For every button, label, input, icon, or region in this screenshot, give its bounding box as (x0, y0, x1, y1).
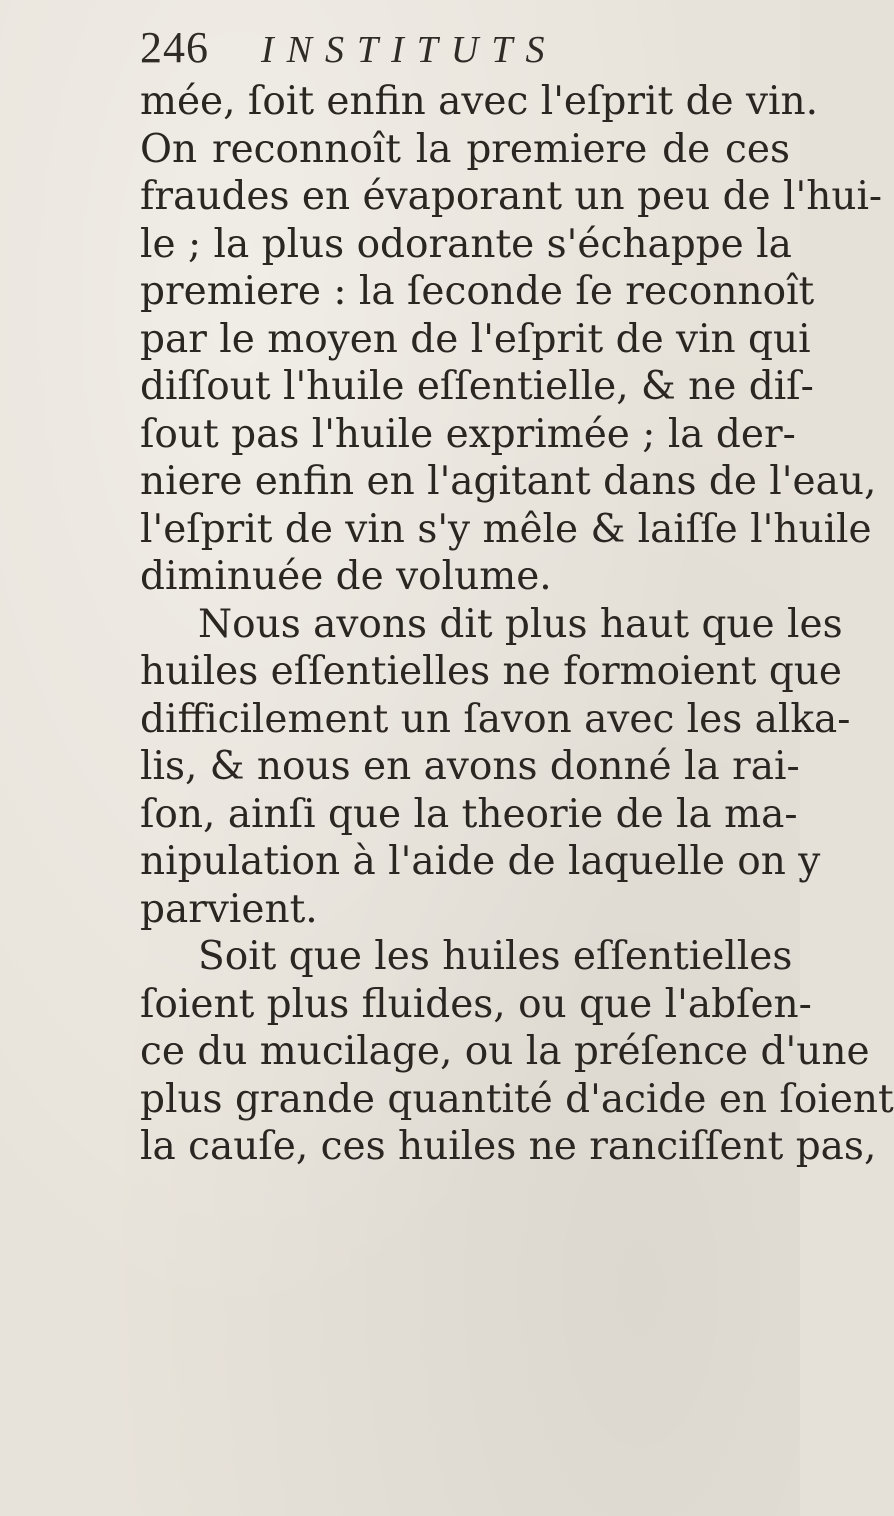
text-line: huiles eſſentielles ne formoient que (140, 649, 842, 694)
text-line: difficilement un ſavon avec les alka- (140, 696, 851, 742)
text-line: mée, ſoit enfin avec l'eſprit de vin. (140, 79, 819, 124)
page-number: 246 (140, 23, 209, 72)
page-header (140, 22, 558, 82)
text-line: fraudes en évaporant un peu de l'hui- (140, 174, 883, 219)
text-line: parvient. (140, 886, 318, 932)
text-line: ſon, ainſi que la theorie de la ma- (140, 791, 798, 837)
text-line: premiere : la ſeconde ſe reconnoît (140, 269, 815, 314)
running-head: INSTITUTS (261, 29, 558, 71)
text-line: le ; la plus odorante s'échappe la (140, 221, 792, 267)
text-line: ce du mucilage, ou la préſence d'une (140, 1029, 870, 1074)
text-line: nipulation à l'aide de laquelle on y (140, 839, 821, 884)
body-text (140, 78, 894, 1171)
text-line: par le moyen de l'eſprit de vin qui (140, 316, 811, 362)
text-line: niere enfin en l'agitant dans de l'eau, (140, 459, 877, 504)
text-line: Nous avons dit plus haut que les (198, 601, 843, 647)
text-line: la cauſe, ces huiles ne ranciſſent pas, (140, 1124, 877, 1169)
text-line: Soit que les huiles eſſentielles (198, 934, 793, 979)
text-line: ſoient plus fluides, ou que l'abſen- (140, 981, 812, 1027)
text-line: ſout pas l'huile exprimée ; la der- (140, 411, 796, 457)
text-line: diminuée de volume. (140, 554, 552, 599)
text-line: diſſout l'huile eſſentielle, & ne diſ- (140, 364, 814, 409)
text-line: l'eſprit de vin s'y mêle & laiſſe l'huile (140, 506, 872, 552)
text-line: plus grande quantité d'acide en ſoient (140, 1076, 894, 1122)
text-line: lis, & nous en avons donné la rai- (140, 744, 800, 789)
text-line: On reconnoît la premiere de ces (140, 126, 790, 172)
